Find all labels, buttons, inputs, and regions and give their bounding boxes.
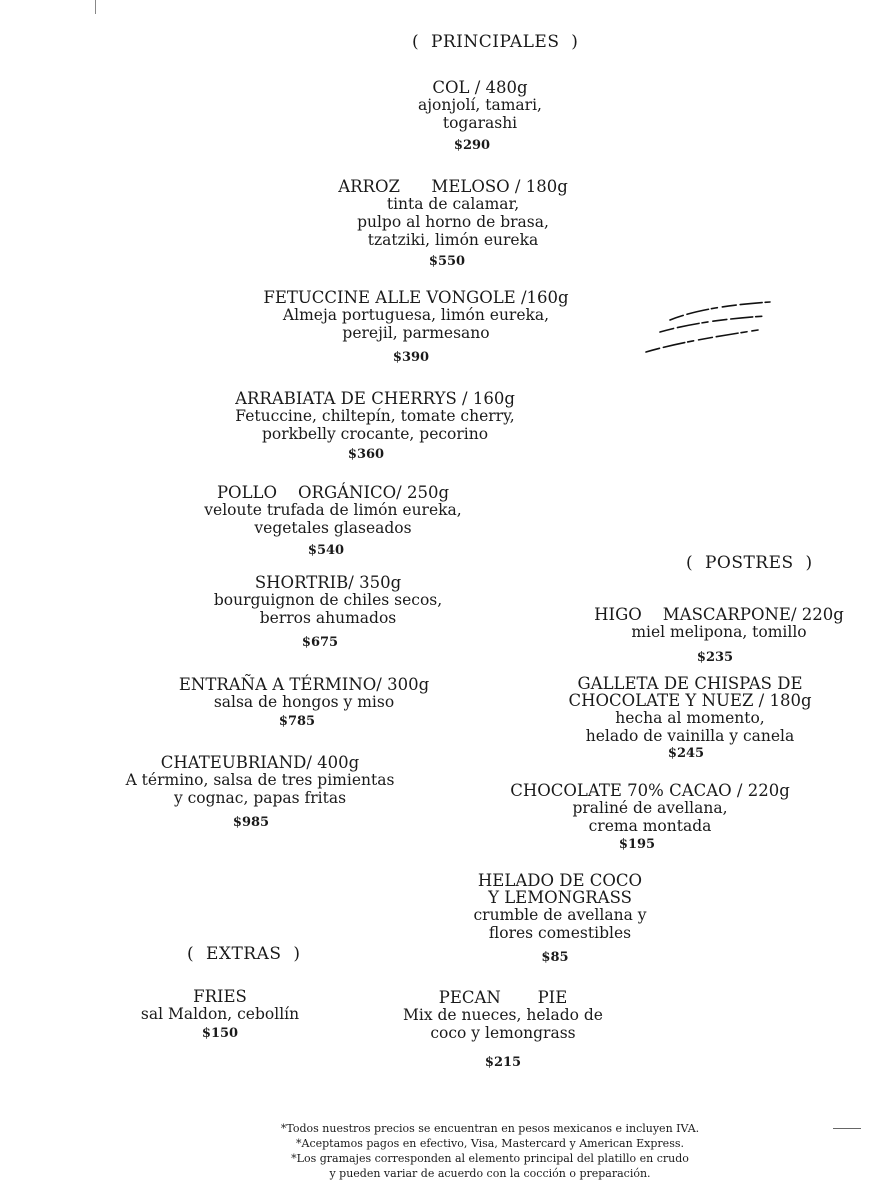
item-description: pulpo al horno de brasa,	[357, 213, 549, 231]
menu-item-chocolate	[500, 782, 800, 852]
item-title: GALLETA DE CHISPAS DE	[577, 674, 803, 693]
item-price: $550	[428, 254, 466, 269]
item-description: crumble de avellana y	[473, 906, 647, 924]
item-description: coco y lemongrass	[430, 1024, 576, 1042]
item-title: ENTRAÑA A TÉRMINO/ 300g	[178, 675, 430, 694]
item-description: tinta de calamar,	[386, 195, 520, 213]
item-description: porkbelly crocante, pecorino	[261, 425, 489, 443]
item-price: $215	[484, 1055, 522, 1070]
menu-item-pollo	[178, 484, 488, 558]
item-description: hecha al momento,	[615, 709, 765, 727]
item-title: Y LEMONGRASS	[488, 888, 632, 907]
item-price: $675	[301, 635, 339, 650]
menu-item-entrana	[164, 676, 444, 729]
item-description: A término, salsa de tres pimientas	[125, 771, 395, 789]
footer-note: *Los gramajes corresponden al elemento principal del platillo en crudo	[291, 1152, 689, 1165]
item-description: Almeja portuguesa, limón eureka,	[282, 306, 550, 324]
menu-item-col	[380, 79, 580, 153]
menu-item-higo	[588, 606, 850, 665]
item-description: crema montada	[588, 817, 712, 835]
item-description: vegetales glaseados	[254, 519, 412, 537]
item-title: SHORTRIB/ 350g	[254, 573, 402, 592]
item-title: FETUCCINE ALLE VONGOLE /160g	[263, 288, 569, 307]
edge-rule-mark	[833, 1128, 861, 1129]
item-price: $150	[201, 1026, 239, 1041]
decorative-brush-strokes	[640, 296, 780, 358]
item-price: $235	[696, 650, 734, 665]
item-description: praliné de avellana,	[572, 799, 728, 817]
item-price: $245	[667, 746, 705, 761]
corner-tick-mark	[95, 0, 96, 14]
item-description: perejil, parmesano	[342, 324, 490, 342]
menu-item-galleta	[555, 675, 825, 761]
menu-item-fetuccine	[246, 289, 586, 365]
item-description: sal Maldon, cebollín	[140, 1005, 300, 1023]
item-price: $540	[307, 543, 345, 558]
item-description: y cognac, papas fritas	[173, 789, 347, 807]
footer-note: y pueden variar de acuerdo con la cocción o preparación.	[329, 1167, 651, 1180]
item-title: ARROZ MELOSO / 180g	[338, 177, 568, 196]
menu-item-arrabiata	[205, 390, 545, 462]
item-description: salsa de hongos y miso	[213, 693, 395, 711]
menu-item-pecan	[390, 989, 616, 1070]
item-price: $360	[347, 447, 385, 462]
item-title: HIGO MASCARPONE/ 220g	[594, 605, 844, 624]
item-price: $390	[392, 350, 430, 365]
section-heading-postres: ( POSTRES )	[686, 553, 813, 573]
item-price: $85	[541, 950, 569, 965]
section-heading-extras: ( EXTRAS )	[187, 944, 301, 964]
item-price: $195	[618, 837, 656, 852]
item-title: FRIES	[193, 987, 247, 1006]
item-title: CHATEUBRIAND/ 400g	[160, 753, 360, 772]
item-description: flores comestibles	[488, 924, 632, 942]
menu-item-shortrib	[193, 574, 463, 650]
item-description: tzatziki, limón eureka	[367, 231, 539, 249]
item-price: $985	[232, 815, 270, 830]
item-description: Fetuccine, chiltepín, tomate cherry,	[235, 407, 515, 425]
item-title: CHOCOLATE Y NUEZ / 180g	[568, 691, 812, 710]
item-description: ajonjolí, tamari,	[418, 96, 542, 114]
item-description: helado de vainilla y canela	[585, 727, 795, 745]
menu-item-chateubriand	[110, 754, 410, 830]
item-title: PECAN PIE	[438, 988, 568, 1007]
menu-item-arroz	[303, 178, 603, 269]
item-title: HELADO DE COCO	[477, 871, 643, 890]
item-title: ARRABIATA DE CHERRYS / 160g	[235, 389, 515, 408]
item-description: veloute trufada de limón eureka,	[204, 501, 462, 519]
section-heading-principales: ( PRINCIPALES )	[412, 32, 579, 52]
item-description: bourguignon de chiles secos,	[213, 591, 443, 609]
item-description: miel melipona, tomillo	[631, 623, 807, 641]
item-description: togarashi	[442, 114, 518, 132]
item-price: $785	[278, 714, 316, 729]
item-description: berros ahumados	[259, 609, 397, 627]
item-title: POLLO ORGÁNICO/ 250g	[216, 483, 450, 502]
menu-item-helado	[455, 872, 665, 965]
item-price: $290	[453, 138, 491, 153]
menu-item-fries	[125, 988, 315, 1041]
item-description: Mix de nueces, helado de	[403, 1006, 603, 1024]
footer-note: *Aceptamos pagos en efectivo, Visa, Mastercard y American Express.	[296, 1137, 684, 1150]
item-title: COL / 480g	[432, 78, 528, 97]
footer-note: *Todos nuestros precios se encuentran en pesos mexicanos e incluyen IVA.	[280, 1122, 700, 1135]
item-title: CHOCOLATE 70% CACAO / 220g	[510, 781, 790, 800]
footer-notes	[230, 1121, 750, 1181]
